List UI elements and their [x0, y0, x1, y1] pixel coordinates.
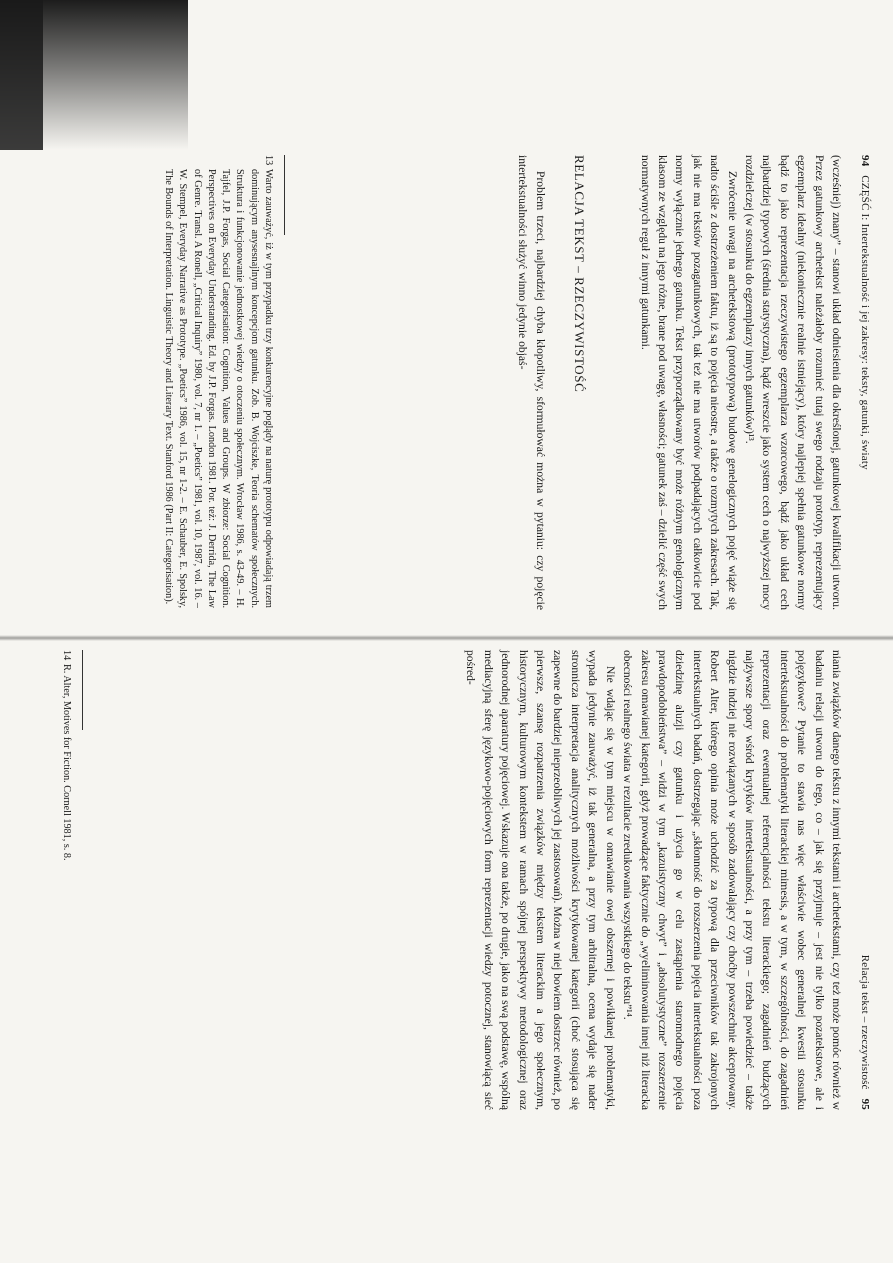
right-page-number: 95 [859, 1098, 871, 1110]
left-footnote-text: Warto zauważyć, iż w tym przypadku trzy konkurencyjne poglądy na naturę prototypu odpowiadają trzem dominującym anysesnajlnym koncepcjom gatunku. Zob. B. Wojciszke, Teoria schematów społecznych. Struktura i funkcjonowanie jednostkowej wiedzy o otoczeniu społecznym. Wrocław 1986, s. 43-49. – H. Tajfel, J.P. Forgas, Social Categorisation: Cognition, Values and Groups. W zbiorze: Social Cognition. Perspectives on Everyday Understanding. Ed. by J.P. Forgas. London 1981. Por. też: J. Derrida, The Law of Genre. Transl. A Ronell, „Critical Inquiry” 1980, vol. 7, nr 1. – „Poetics” 1981, vol. 10, 1987, vol. 16. – W. Stempel, Everyday Narrative as Prototype. „Poetics” 1986, vol. 15, nr 1-2. – E. Schauber, E. Spolsky, The Bounds of Interpretation. Linguistic Theory and Literary Text. Stanford 1986 (Part II: Categorisation). [162, 169, 274, 608]
scan-shadow-edge [0, 0, 43, 150]
left-footnote-rule [284, 155, 285, 235]
right-paragraph-1: niania związków danego tekstu z innymi tekstami i archetekstami, czy też może pomóc również w badaniu relacji utworu do tego, co – jak się przyjmuje – jest nie tylko pozatekstowe, ale i pojęzykowe? Pytanie to stawia nas więc właściwie wobec generalnej kwestii stosunku intertekstualności do problematyki literackiej mimesis, a w tym, w szczególności, do zagadnień reprezentacji oraz ewentualnej referencjalności tekstu literackiego; zagadnień budzących najżywsze spory wśród krytyków intertekstualności, a przy tym – trzeba powiedzieć – także nigdzie indziej nie rozwiązanych w sposób zadowalający czy choćby powszechnie akceptowany. Robert Alter, którego opinia może uchodzić za typową dla przeciwników tak zakrojonych intertekstualnych badań, dostrzegając „skłonność do rozszerzenia pojęcia intertekstualności poza dziedzinę aluzji czy gatunku i użycia go w celu zastąpienia staromodnego pojęcia prawdopodobieństwa” – widzi w tym „kazuistyczny chwyt” i „absolutystyczne” rozszerzenie zakresu omawianej kategorii, gdyż prowadzące faktycznie do „wyeliminowania innej niż literacka obecności realnego świata w rezultacie zredukowania wszystkiego do tekstu”¹⁴. [621, 650, 843, 1110]
left-running-head [859, 155, 871, 470]
section-paragraph: Problem trzeci, najbardziej chyba kłopotliwy, sformułować można w pytaniu: czy pojęcie intertekstualności służyć winno jedynie objaś- [516, 155, 547, 610]
right-running-title: Relacja tekst – rzeczywistość [859, 954, 871, 1090]
right-footnote [59, 650, 73, 1110]
section-heading: RELACJA TEKST – RZECZYWISTOŚĆ [572, 155, 588, 393]
right-footnote-rule [82, 650, 83, 730]
left-body [514, 155, 845, 610]
left-page-number: 94 [859, 155, 871, 167]
left-paragraph-1: (wcześniej) znany” – stanowi układ odniesienia dla określonej, gatunkowej kwalifikacji utworu. Przez gatunkowy archetekst należałoby rozumieć tutaj swego rodzaju prototyp, reprezentujący egzemplarz idealny (niekoniecznie realnie istniejący), który najlepiej spełnia gatunkowe normy bądź to jako reprezentacja rzeczywistego egzemplarza wzorcowego, bądź jako układ cech najbardziej typowych (średnia statystyczna), bądź wreszcie jako system cech o najwyższej mocy rozdzielczej (w stosunku do egzemplarzy innych gatunków)¹³. [742, 155, 843, 610]
right-running-head [859, 955, 871, 1110]
left-footnote [161, 155, 275, 610]
right-footnote-text: R. Alter, Motives for Fiction. Cornell 1981, s. 8. [61, 664, 72, 861]
book-gutter [0, 635, 893, 641]
right-paragraph-2: Nie wdając się w tym miejscu w omawianie owej obszernej i powikłanej problematyki, wypada jedynie zauważyć, iż tak generalna, a przy tym arbitralna, ocena wydaje się nader stronnicza interpretacja analitycznych możliwości krytykowanej kategorii (choć stosująca się zapewne do bardziej nieprzeobliwych jej zastosowań). Można w niej bowiem dostrzec również, po pierwsze, szansę rozpatrzenia związków między tekstem literackim a jego społecznym, historycznym, kulturowym kontekstem w ramach spójnej perspektywy metodologicznej oraz jednorodnej aparatury pojęciowej. Wskazuje ona także, po drugie, jako na swą podstawę, wspólną mediacyjną sferę językowo-pojęciowych form reprezentacji wiedzy potocznej, stanowiącą sieć pośred- [464, 650, 617, 1110]
right-footnote-number: 14 [61, 650, 72, 661]
right-body [462, 650, 845, 1110]
left-footnote-number: 13 [263, 155, 274, 166]
left-paragraph-2: Zwrócenie uwagi na archetekstową (prototypową) budowę genelogicznych pojęć wiąże się nadto ściśle z dostrzeżeniem faktu, iż są to pojęcia nieostre, a także o rozmytych zakresach. Tak, jak nie ma tekstów pozagatunkowych, tak też nie ma utworów podpadających całkowicie pod normy wyłącznie jednego gatunku. Tekst przyporządkowany być może różnym genologicznym klasom ze względu na jego różne, brane pod uwagę, własności; gatunek zaś – dzielić część swych normatywnych reguł z innymi gatunkami. [638, 155, 739, 610]
left-running-title: CZĘŚĆ I: Intertekstualność i jej zakresy: teksty, gatunki, światy [859, 175, 871, 470]
